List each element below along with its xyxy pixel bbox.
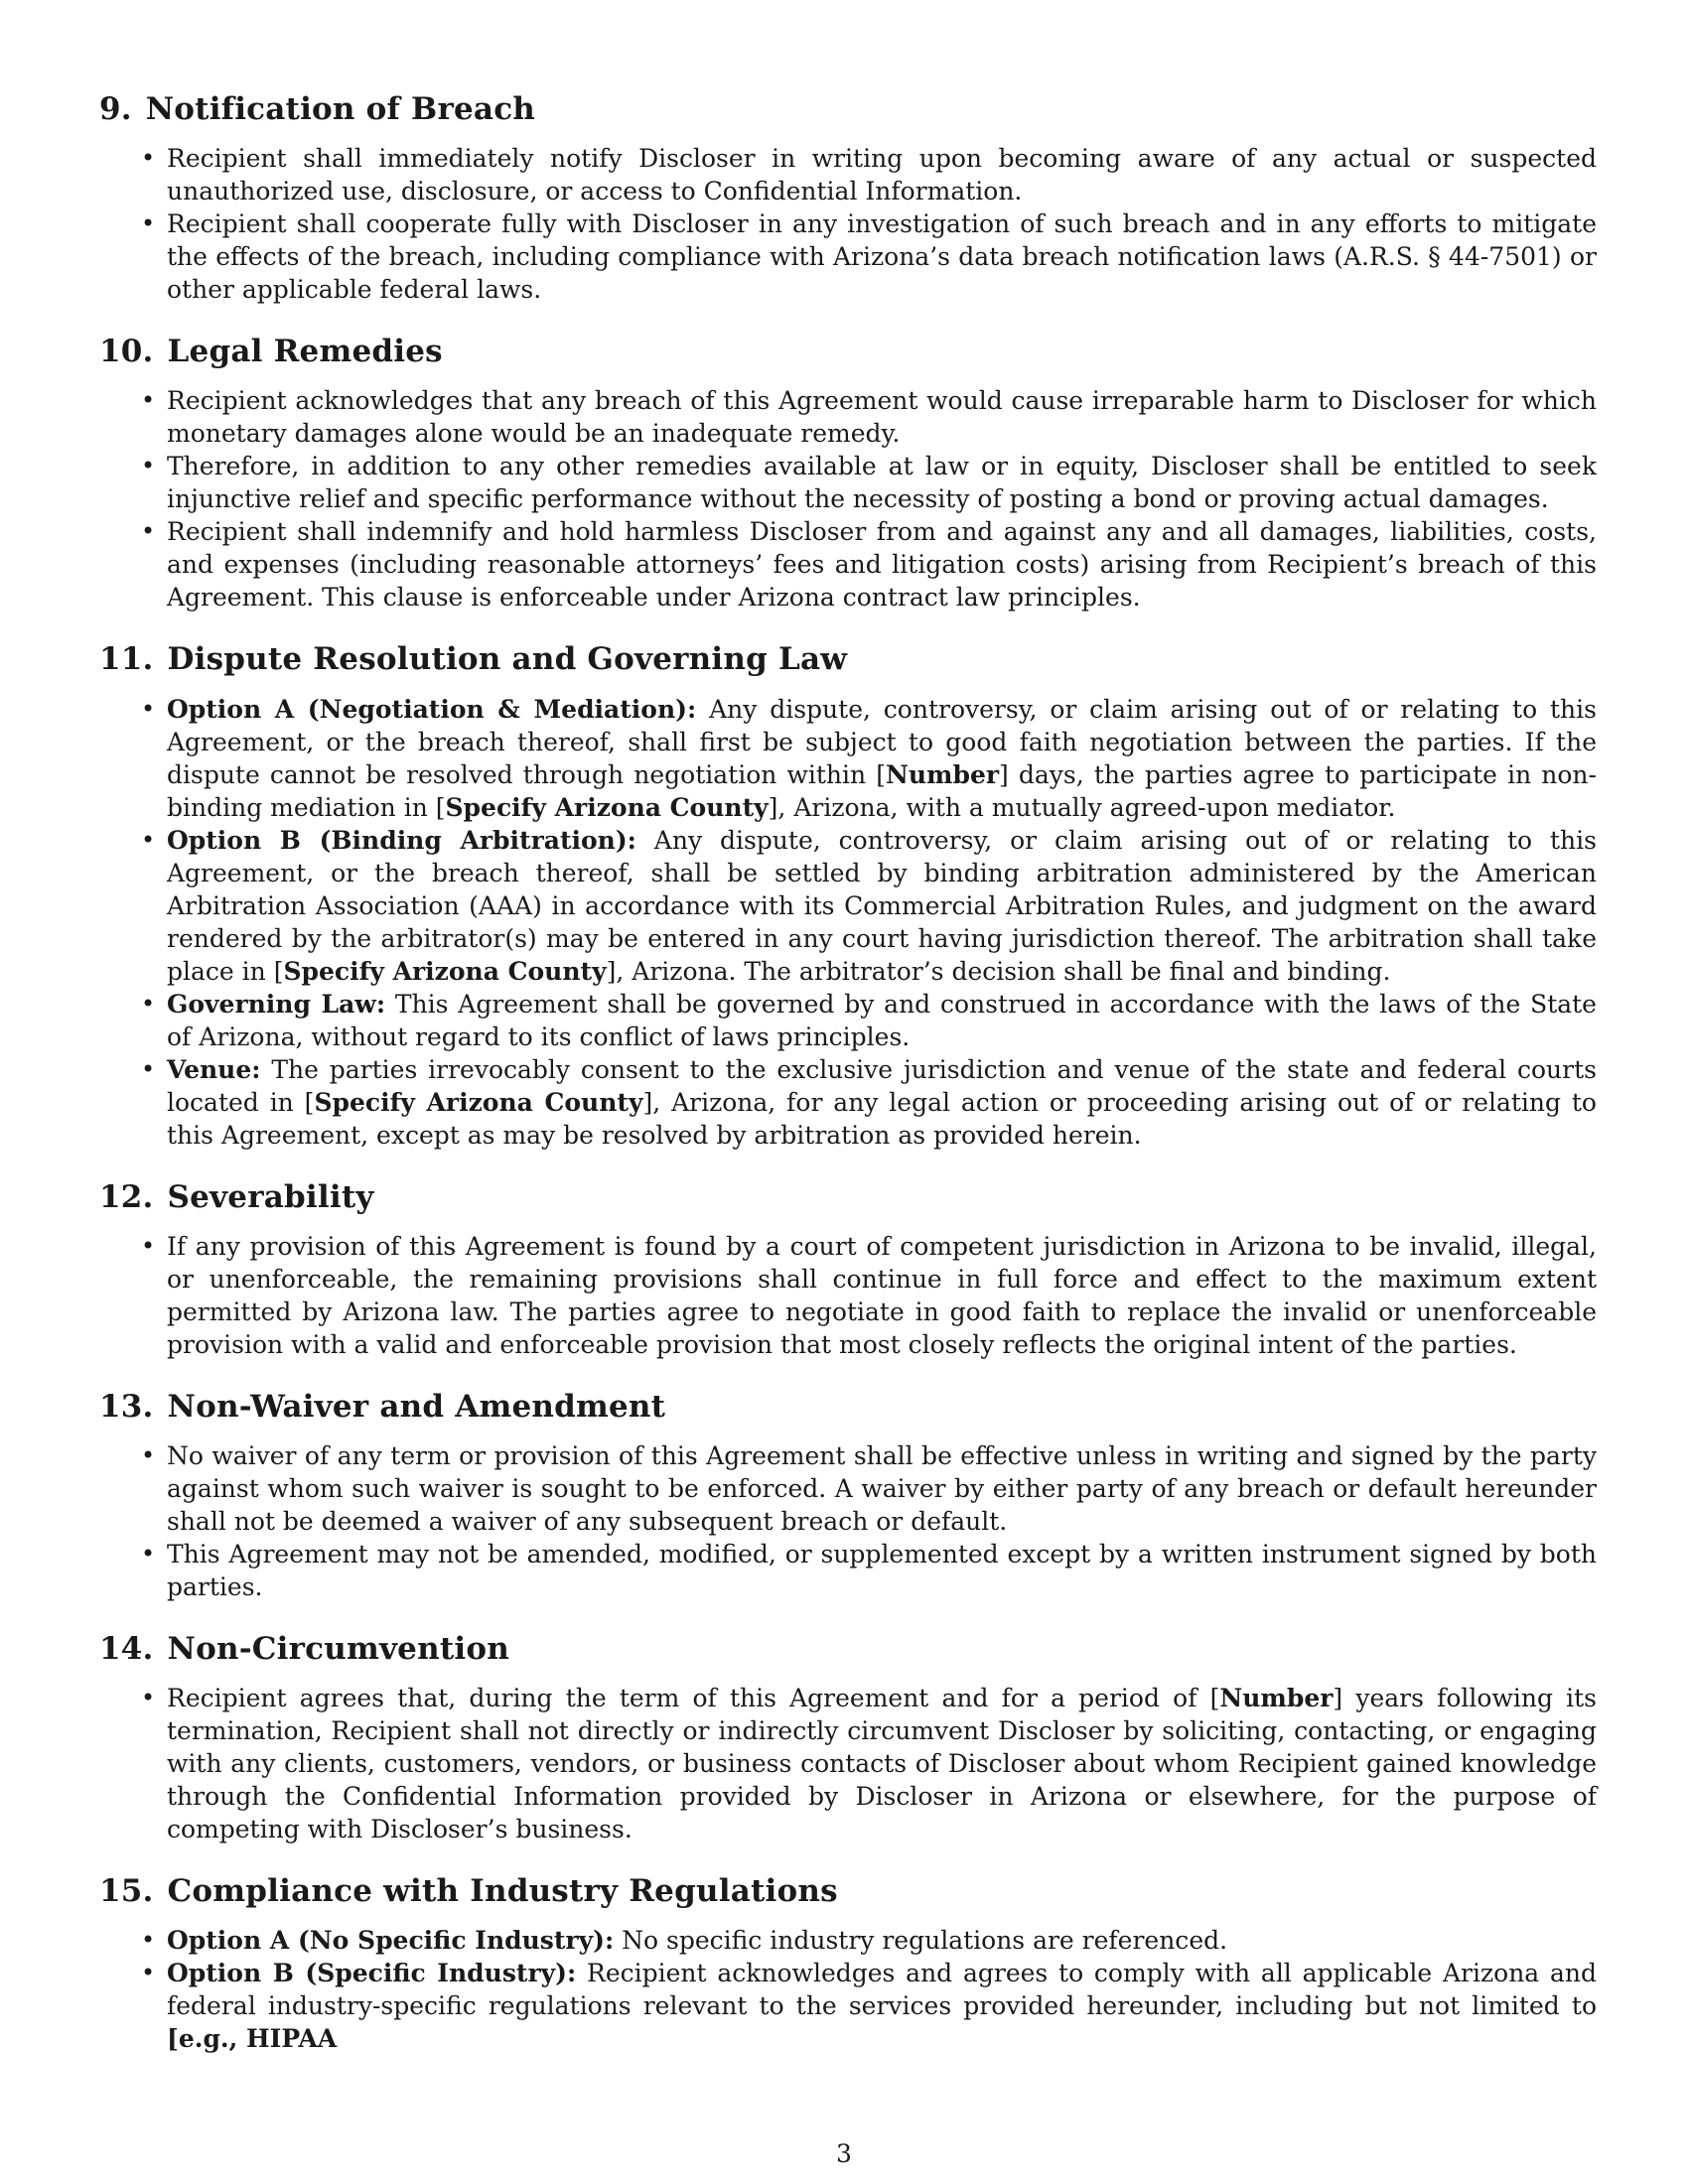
text-segment: Recipient acknowledges and agrees to comply with all applicable Arizona and federal industry-specific regulations relevant to the services provided hereunder, including but not limited to — [167, 1959, 1598, 2021]
section-number: 9. — [99, 91, 132, 127]
section-heading — [99, 1389, 1597, 1426]
text-segment: Any dispute, controversy, or claim arising out of or relating to this Agreement, or the breach thereof, shall be settled by binding arbitration administered by the American Arbitration Association (AAA) in accordance with its Commercial Arbitration Rules, and judgment on the award rendered by the arbitrator(s) may be entered in any court having jurisdiction thereof. The arbitration shall take place in [ — [167, 825, 1597, 986]
text-segment: ], Arizona. The arbitrator’s decision shall be final and binding. — [606, 956, 1391, 986]
text-segment: The parties irrevocably consent to the exclusive jurisdiction and venue of the state and federal courts located in [ — [167, 1054, 1597, 1117]
section-title: Dispute Resolution and Governing Law — [167, 641, 848, 678]
text-segment: Therefore, in addition to any other remedies available at law or in equity, Discloser shall be entitled to seek injunctive relief and specific performance without the necessity of posting a bond or proving actual damages. — [167, 452, 1597, 514]
bold-text: Option A (Negotiation & Mediation): — [167, 694, 697, 724]
bullet-list — [99, 1230, 1597, 1361]
text-segment: ] days, the parties agree to participate in non-binding mediation in [ — [167, 759, 1597, 822]
section-number: 10. — [99, 334, 154, 370]
bold-text: [e.g., HIPAA — [167, 2024, 338, 2054]
text-segment: Any dispute, controversy, or claim arising out of or relating to this Agreement, or the breach thereof, shall first be subject to good faith negotiation between the parties. If the dispute cannot be resolved through negotiation within [ — [167, 694, 1597, 789]
bold-text: Specify Arizona County — [314, 1087, 643, 1117]
text-segment: ], Arizona, for any legal action or proceeding arising out of or relating to this Agreement, except as may be resolved by arbitration as provided herein. — [167, 1087, 1597, 1150]
bullet-list — [99, 1924, 1597, 2055]
bold-text: Venue: — [167, 1054, 261, 1084]
list-item — [167, 824, 1597, 988]
section-heading — [99, 1873, 1597, 1910]
text-segment: No waiver of any term or provision of this Agreement shall be effective unless in writing and signed by the party against whom such waiver is sought to be enforced. A waiver by either party of any breach or default hereunder shall not be deemed a waiver of any subsequent breach or default. — [167, 1440, 1597, 1536]
section-number: 13. — [99, 1388, 154, 1425]
page-number: 3 — [836, 2139, 852, 2168]
bullet-list — [99, 384, 1597, 614]
section-title: Notification of Breach — [145, 91, 536, 127]
bold-text: Option B (Specific Industry): — [167, 1959, 577, 1988]
text-segment: Recipient shall immediately notify Discloser in writing upon becoming aware of any actual or suspected unauthorized use, disclosure, or access to Confidential Information. — [167, 144, 1597, 206]
text-segment: ] years following its termination, Recipient shall not directly or indirectly circumvent Discloser by soliciting, contacting, or engaging with any clients, customers, vendors, or business contacts of Discloser about whom Recipient gained knowledge through the Confidential Information provided by Discloser in Arizona or elsewhere, for the purpose of competing with Discloser’s business. — [167, 1684, 1597, 1844]
section-number: 11. — [99, 641, 154, 678]
section-number: 12. — [99, 1178, 154, 1215]
list-item — [167, 1053, 1597, 1152]
list-item — [167, 207, 1597, 306]
text-segment: Recipient agrees that, during the term of this Agreement and for a period of [ — [167, 1684, 1220, 1713]
bullet-list — [99, 1682, 1597, 1845]
section-14 — [99, 1631, 1597, 1845]
list-item — [167, 693, 1597, 824]
section-title: Non-Waiver and Amendment — [167, 1388, 666, 1425]
text-segment: This Agreement may not be amended, modified, or supplemented except by a written instrument signed by both parties. — [167, 1539, 1597, 1601]
bold-text: Option B (Binding Arbitration): — [167, 825, 636, 855]
list-item — [167, 1682, 1597, 1845]
section-15 — [99, 1873, 1597, 2055]
bold-text: Number — [885, 759, 1000, 789]
text-segment: Recipient shall cooperate fully with Discloser in any investigation of such breach and in any efforts to mitigate the effects of the breach, including compliance with Arizona’s data breach notification laws (A.R.S. § 44-7501) or other applicable federal laws. — [167, 209, 1597, 305]
list-item — [167, 1924, 1597, 1957]
bold-text: Option A (No Specific Industry): — [167, 1926, 615, 1956]
document-page — [99, 91, 1597, 2083]
section-12 — [99, 1179, 1597, 1361]
section-heading — [99, 641, 1597, 678]
list-item — [167, 1957, 1597, 2055]
section-number: 14. — [99, 1630, 154, 1667]
list-item — [167, 988, 1597, 1053]
bold-text: Specify Arizona County — [283, 956, 607, 986]
bold-text: Specify Arizona County — [445, 792, 769, 822]
section-9 — [99, 91, 1597, 306]
list-item — [167, 1439, 1597, 1538]
text-segment: Recipient shall indemnify and hold harmless Discloser from and against any and all damages, liabilities, costs, and expenses (including reasonable attorneys’ fees and litigation costs) arising from Recipient’s breach of this Agreement. This clause is enforceable under Arizona contract law principles. — [167, 517, 1597, 613]
bold-text: Governing Law: — [167, 989, 386, 1019]
section-heading — [99, 91, 1597, 128]
bullet-list — [99, 1439, 1597, 1603]
section-title: Legal Remedies — [167, 334, 443, 370]
list-item — [167, 384, 1597, 450]
section-title: Non-Circumvention — [167, 1630, 509, 1667]
list-item — [167, 450, 1597, 515]
text-segment: No specific industry regulations are referenced. — [614, 1926, 1228, 1956]
section-title: Severability — [167, 1178, 374, 1215]
text-segment: This Agreement shall be governed by and construed in accordance with the laws of the State of Arizona, without regard to its conflict of laws principles. — [167, 989, 1597, 1051]
section-13 — [99, 1389, 1597, 1603]
bold-text: Number — [1219, 1684, 1334, 1713]
text-segment: Recipient acknowledges that any breach of this Agreement would cause irreparable harm to Discloser for which monetary damages alone would be an inadequate remedy. — [167, 386, 1597, 449]
section-heading — [99, 1179, 1597, 1216]
bullet-list — [99, 142, 1597, 306]
list-item — [167, 1230, 1597, 1361]
text-segment: ], Arizona, with a mutually agreed-upon mediator. — [768, 792, 1396, 822]
section-title: Compliance with Industry Regulations — [167, 1873, 838, 1910]
section-10 — [99, 334, 1597, 614]
bullet-list — [99, 693, 1597, 1152]
section-heading — [99, 1631, 1597, 1668]
text-segment: If any provision of this Agreement is found by a court of competent jurisdiction in Arizona to be invalid, illegal, or unenforceable, the remaining provisions shall continue in full force and effect to the maximum extent permitted by Arizona law. The parties agree to negotiate in good faith to replace the invalid or unenforceable provision with a valid and enforceable provision that most closely reflects the original intent of the parties. — [167, 1231, 1597, 1359]
list-item — [167, 1538, 1597, 1603]
section-number: 15. — [99, 1873, 154, 1910]
list-item — [167, 142, 1597, 207]
list-item — [167, 515, 1597, 614]
section-11 — [99, 641, 1597, 1151]
section-heading — [99, 334, 1597, 370]
